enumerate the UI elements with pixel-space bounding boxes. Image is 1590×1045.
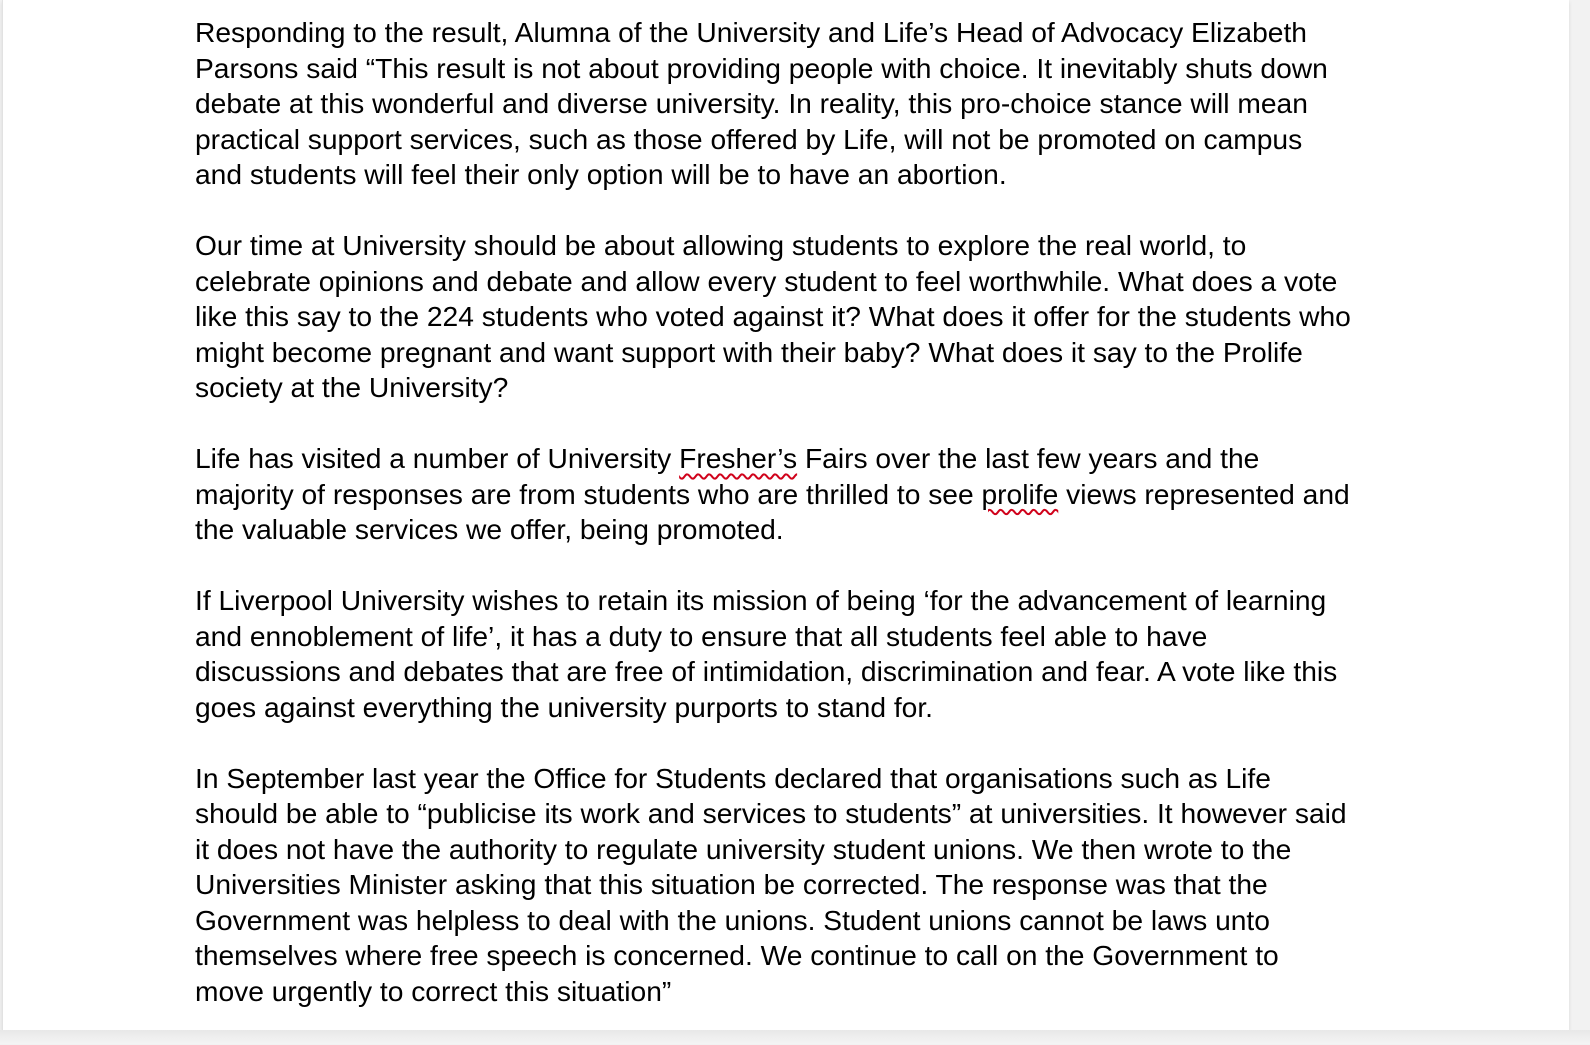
text-line: debate at this wonderful and diverse university. In reality, this pro-choice stance will mean (195, 87, 1308, 119)
text-line: goes against everything the university purports to stand for. (195, 690, 933, 723)
paragraph-5 (195, 761, 1410, 1010)
misspelled-word[interactable]: prolife (981, 477, 1059, 510)
text-line: Responding to the result, Alumna of the University and Life’s Head of Advocacy Elizabeth (195, 16, 1307, 48)
text-line: and students will feel their only option will be to have an abortion. (195, 158, 1007, 190)
paragraph-4 (195, 583, 1410, 725)
text-run: majority of responses are from students who are thrilled to see (195, 477, 982, 510)
text-line: discussions and debates that are free of intimidation, discrimination and fear. A vote like this (195, 655, 1338, 687)
paragraph-2 (195, 228, 1410, 406)
text-line: the valuable services we offer, being promoted. (195, 513, 784, 545)
text-line: and ennoblement of life’, it has a duty to ensure that all students feel able to have (195, 619, 1208, 652)
text-run: views represented and (1058, 477, 1350, 510)
misspelled-word[interactable]: Fresher’s (679, 442, 798, 474)
window-bottom-edge (0, 1030, 1590, 1044)
text-line (195, 441, 1410, 477)
document-page (2, 0, 1569, 1030)
text-line: practical support services, such as those offered by Life, will not be promoted on campus (195, 122, 1303, 155)
text-line: might become pregnant and want support with their baby? What does it say to the Prolife (195, 335, 1303, 368)
text-line: move urgently to correct this situation” (195, 974, 672, 1007)
text-line: Government was helpless to deal with the unions. Student unions cannot be laws unto (195, 903, 1270, 936)
paragraph-1 (195, 15, 1410, 193)
text-line: Universities Minister asking that this situation be corrected. The response was that the (195, 868, 1268, 900)
text-line: celebrate opinions and debate and allow every student to feel worthwhile. What does a vote (195, 264, 1338, 297)
text-line: themselves where free speech is concerned. We continue to call on the Government to (195, 939, 1279, 971)
text-line: it does not have the authority to regulate university student unions. We then wrote to the (195, 832, 1292, 865)
text-line: Parsons said “This result is not about providing people with choice. It inevitably shuts down (195, 51, 1328, 84)
text-line: Our time at University should be about allowing students to explore the real world, to (195, 229, 1247, 261)
document-body[interactable] (195, 15, 1410, 1045)
text-line: like this say to the 224 students who voted against it? What does it offer for the students who (195, 300, 1351, 332)
text-line: society at the University? (195, 371, 509, 403)
paragraph-3 (195, 441, 1410, 548)
text-line: If Liverpool University wishes to retain its mission of being ‘for the advancement of learning (195, 584, 1327, 616)
text-line: In September last year the Office for Students declared that organisations such as Life (195, 761, 1271, 794)
text-line (195, 477, 1410, 513)
text-line: should be able to “publicise its work and services to students” at universities. It however said (195, 797, 1347, 829)
text-run: Life has visited a number of University (195, 442, 680, 474)
text-run: Fairs over the last few years and the (797, 442, 1260, 474)
